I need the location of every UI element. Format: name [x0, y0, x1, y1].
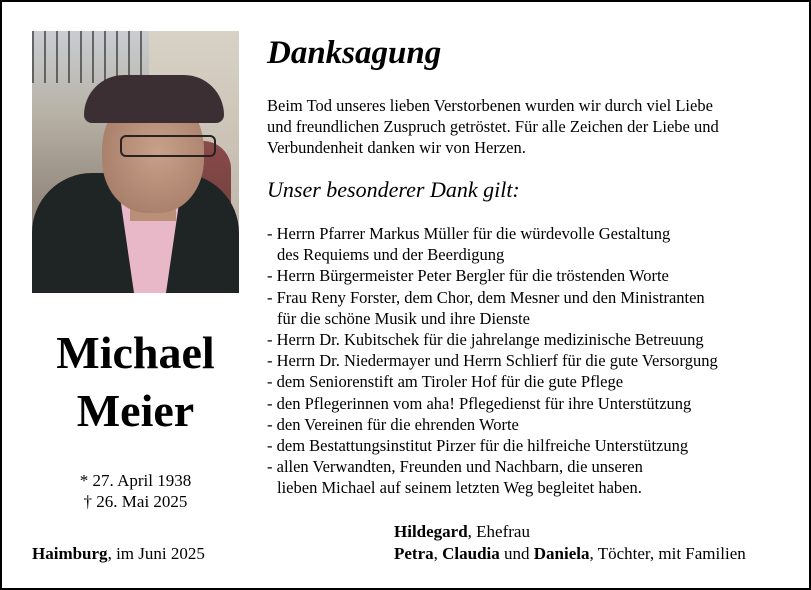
list-item — [267, 393, 802, 414]
list-item-text: - Herrn Bürgermeister Peter Bergler für die tröstenden Worte — [267, 266, 669, 286]
daughter-name: Claudia — [442, 544, 500, 563]
signature-wife — [394, 523, 530, 540]
portrait-photo — [32, 31, 239, 293]
place-date — [32, 545, 205, 562]
list-item-text: - Herrn Pfarrer Markus Müller für die würdevolle Gestaltung — [267, 224, 671, 243]
list-item-text: - Frau Reny Forster, dem Chor, dem Mesner und den Ministranten — [267, 287, 705, 307]
place-date-text: , im Juni 2025 — [107, 544, 205, 563]
list-item — [267, 223, 802, 265]
list-item — [267, 287, 802, 329]
daughters-role: , Töchter, mit Familien — [589, 544, 746, 563]
list-item — [267, 371, 802, 392]
last-name: Meier — [76, 385, 195, 436]
list-item-text: - dem Seniorenstift am Tiroler Hof für die gute Pflege — [267, 372, 624, 392]
intro-line: und freundlichen Zuspruch getröstet. Für alle Zeichen der Liebe und — [267, 117, 719, 136]
signature-daughters — [394, 545, 746, 562]
cap — [84, 75, 224, 123]
list-item — [267, 350, 802, 371]
glasses — [120, 135, 216, 157]
list-item-continuation: lieben Michael auf seinem letzten Weg begleitet haben. — [277, 478, 642, 498]
list-item — [267, 435, 802, 456]
list-item-text: - Herrn Dr. Kubitschek für die jahrelange medizinische Betreuung — [267, 330, 704, 350]
list-item-text: - dem Bestattungsinstitut Pirzer für die hilfreiche Unterstützung — [267, 436, 689, 456]
birth-date: * 27. April 1938 — [79, 471, 192, 490]
intro-line: Beim Tod unseres lieben Verstorbenen wurden wir durch viel Liebe — [267, 96, 713, 115]
conjunction: und — [499, 544, 534, 563]
list-item-text: - allen Verwandten, Freunden und Nachbarn, die unseren — [267, 457, 643, 477]
intro-text — [267, 95, 797, 158]
heading-title: Danksagung — [267, 35, 442, 71]
subtitle: Unser besonderer Dank gilt: — [267, 177, 520, 202]
place-name: Haimburg — [32, 544, 108, 563]
thanks-list — [267, 223, 802, 499]
daughter-name: Daniela — [533, 544, 590, 563]
list-item — [267, 456, 802, 498]
list-item-continuation: des Requiems und der Beerdigung — [277, 245, 505, 265]
list-item — [267, 265, 802, 286]
daughter-name: Petra — [394, 544, 434, 563]
wife-role: , Ehefrau — [467, 522, 530, 541]
wife-name: Hildegard — [394, 522, 468, 541]
list-item-continuation: für die schöne Musik und ihre Dienste — [277, 308, 530, 328]
list-item — [267, 329, 802, 350]
list-item-text: - den Pflegerinnen vom aha! Pflegedienst für ihre Unterstützung — [267, 393, 692, 413]
intro-line: Verbundenheit danken wir von Herzen. — [267, 138, 526, 157]
list-item-text: - den Vereinen für die ehrenden Worte — [267, 414, 519, 434]
separator: , — [433, 544, 443, 563]
first-name: Michael — [56, 327, 215, 378]
list-item-text: - Herrn Dr. Niedermayer und Herrn Schlierf für die gute Versorgung — [267, 351, 718, 371]
list-item — [267, 414, 802, 435]
death-date: † 26. Mai 2025 — [83, 492, 188, 511]
